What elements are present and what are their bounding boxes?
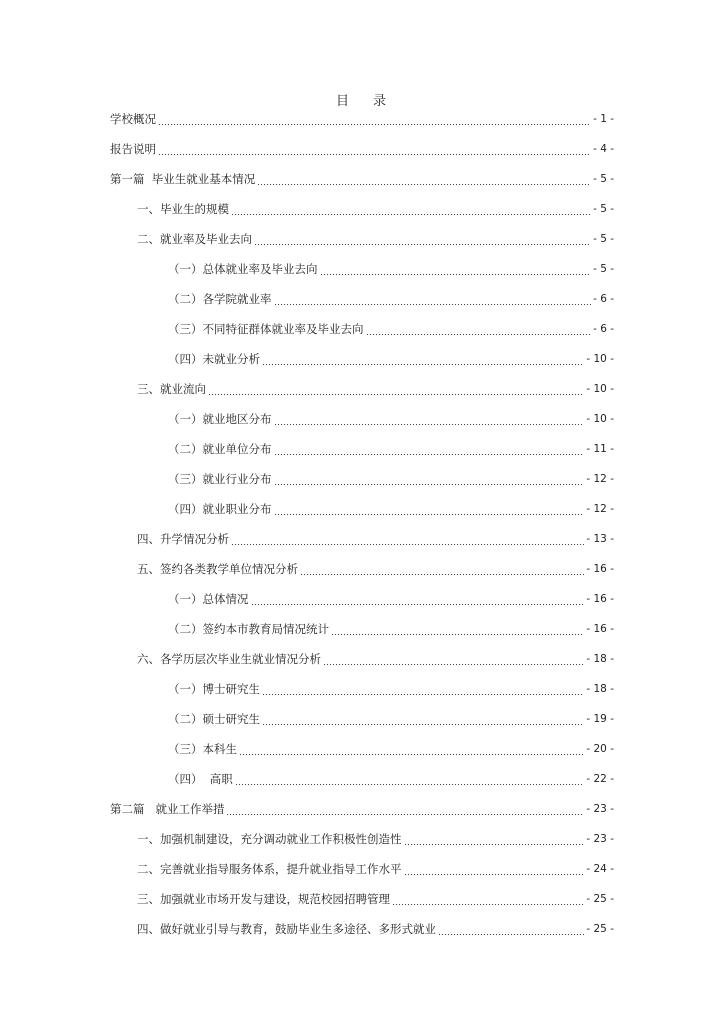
toc-entry[interactable] <box>168 618 614 636</box>
toc-entry[interactable] <box>168 708 614 726</box>
toc-entry-title: （二）就业单位分布 <box>168 442 272 456</box>
toc-dot-leader <box>392 894 584 906</box>
toc-entry-title: （三）不同特征群体就业率及毕业去向 <box>168 322 364 336</box>
toc-entry-page-number: - 23 - <box>586 833 614 845</box>
toc-dot-leader <box>274 474 585 486</box>
toc-dot-leader <box>274 504 585 516</box>
toc-entry[interactable] <box>137 528 614 546</box>
toc-dot-leader <box>366 324 592 336</box>
toc-entry-title: 五、签约各类教学单位情况分析 <box>137 562 298 576</box>
toc-dot-leader <box>320 264 592 276</box>
toc-entry[interactable] <box>168 468 614 486</box>
toc-dot-leader <box>158 114 591 126</box>
toc-entry-title: （三）本科生 <box>168 742 237 756</box>
toc-dot-leader <box>331 624 584 636</box>
toc-entry-title: 二、完善就业指导服务体系，提升就业指导工作水平 <box>137 862 402 876</box>
toc-entry-page-number: - 12 - <box>586 473 614 485</box>
toc-entry-page-number: - 23 - <box>586 803 614 815</box>
toc-entry-title: 四、升学情况分析 <box>137 532 229 546</box>
toc-entry[interactable] <box>110 108 614 126</box>
toc-entry-title: （一）总体就业率及毕业去向 <box>168 262 318 276</box>
toc-entry[interactable] <box>168 498 614 516</box>
title-left-char: 目 <box>335 94 351 109</box>
toc-entry[interactable] <box>137 828 614 846</box>
toc-entry-page-number: - 5 - <box>593 263 614 275</box>
toc-dot-leader <box>231 204 591 216</box>
toc-entry-page-number: - 25 - <box>586 893 614 905</box>
toc-entry-page-number: - 24 - <box>586 863 614 875</box>
toc-entry[interactable] <box>168 738 614 756</box>
toc-entry-page-number: - 1 - <box>593 113 614 125</box>
toc-entry-title: （三）就业行业分布 <box>168 472 272 486</box>
toc-entry[interactable] <box>137 228 614 246</box>
page-title <box>0 90 724 109</box>
toc-entry-page-number: - 22 - <box>586 773 614 785</box>
toc-dot-leader <box>274 294 592 306</box>
toc-dot-leader <box>239 744 584 756</box>
toc-entry-page-number: - 13 - <box>586 533 614 545</box>
toc-dot-leader <box>274 444 585 456</box>
toc-entry-title: 一、加强机制建设，充分调动就业工作积极性创造性 <box>137 832 402 846</box>
toc-entry-page-number: - 10 - <box>586 353 614 365</box>
toc-entry-page-number: - 10 - <box>586 413 614 425</box>
toc-entry-page-number: - 18 - <box>586 683 614 695</box>
toc-entry-title: （四）未就业分析 <box>168 352 260 366</box>
toc-entry-title: 第一篇 毕业生就业基本情况 <box>110 172 256 186</box>
toc-entry[interactable] <box>168 258 614 276</box>
toc-dot-leader <box>226 804 584 816</box>
toc-entry[interactable] <box>110 798 614 816</box>
toc-entry-title: （一）就业地区分布 <box>168 412 272 426</box>
title-right-char: 录 <box>373 94 389 109</box>
toc-entry-title: 四、做好就业引导与教育，鼓励毕业生多途径、多形式就业 <box>137 922 436 936</box>
toc-entry[interactable] <box>168 408 614 426</box>
toc-dot-leader <box>274 414 585 426</box>
toc-dot-leader <box>158 144 591 156</box>
toc-entry-title: 学校概况 <box>110 112 156 126</box>
toc-entry-page-number: - 5 - <box>593 173 614 185</box>
toc-entry-page-number: - 5 - <box>593 203 614 215</box>
toc-entry[interactable] <box>168 678 614 696</box>
toc-entry[interactable] <box>168 348 614 366</box>
toc-entry[interactable] <box>137 378 614 396</box>
toc-entry-page-number: - 19 - <box>586 713 614 725</box>
toc-entry-page-number: - 16 - <box>586 623 614 635</box>
toc-dot-leader <box>262 684 584 696</box>
toc-entry-page-number: - 5 - <box>593 233 614 245</box>
toc-entry-page-number: - 16 - <box>586 563 614 575</box>
toc-entry-title: 一、毕业生的规模 <box>137 202 229 216</box>
toc-entry-page-number: - 4 - <box>593 143 614 155</box>
toc-entry-title: 六、各学历层次毕业生就业情况分析 <box>137 652 321 666</box>
toc-entry-title: 第二篇 就业工作举措 <box>110 802 225 816</box>
toc-dot-leader <box>235 774 585 786</box>
toc-entry[interactable] <box>137 558 614 576</box>
toc-dot-leader <box>257 174 591 186</box>
toc-entry-page-number: - 16 - <box>586 593 614 605</box>
toc-entry[interactable] <box>168 588 614 606</box>
toc-dot-leader <box>404 834 585 846</box>
toc-entry-title: （一）总体情况 <box>168 592 249 606</box>
toc-entry[interactable] <box>137 888 614 906</box>
toc-entry[interactable] <box>168 438 614 456</box>
toc-dot-leader <box>438 924 584 936</box>
toc-entry[interactable] <box>168 768 614 786</box>
toc-entry[interactable] <box>168 318 614 336</box>
toc-entry[interactable] <box>168 288 614 306</box>
toc-entry-title: 报告说明 <box>110 142 156 156</box>
toc-entry-page-number: - 20 - <box>586 743 614 755</box>
toc-entry-title: （二）各学院就业率 <box>168 292 272 306</box>
toc-entry-page-number: - 18 - <box>586 653 614 665</box>
toc-dot-leader <box>262 354 584 366</box>
toc-dot-leader <box>262 714 584 726</box>
toc-entry-title: （二）硕士研究生 <box>168 712 260 726</box>
toc-dot-leader <box>254 234 591 246</box>
toc-dot-leader <box>251 594 585 606</box>
toc-dot-leader <box>323 654 584 666</box>
toc-entry-page-number: - 12 - <box>586 503 614 515</box>
toc-entry-title: （四） 高职 <box>168 772 233 786</box>
toc-entry[interactable] <box>137 858 614 876</box>
toc-entry[interactable] <box>110 138 614 156</box>
toc-entry-title: 二、就业率及毕业去向 <box>137 232 252 246</box>
toc-entry[interactable] <box>137 198 614 216</box>
toc-dot-leader <box>231 534 584 546</box>
toc-entry-page-number: - 6 - <box>593 323 614 335</box>
toc-entry-title: 三、就业流向 <box>137 382 206 396</box>
toc-entry[interactable] <box>110 168 614 186</box>
toc-entry[interactable] <box>137 648 614 666</box>
toc-entry-page-number: - 6 - <box>593 293 614 305</box>
toc-dot-leader <box>404 864 585 876</box>
toc-entry-title: 三、加强就业市场开发与建设，规范校园招聘管理 <box>137 892 390 906</box>
toc-entry-page-number: - 11 - <box>586 443 614 455</box>
toc-entry-title: （四）就业职业分布 <box>168 502 272 516</box>
toc-entry-title: （二）签约本市教育局情况统计 <box>168 622 329 636</box>
toc-dot-leader <box>208 384 584 396</box>
toc-entry-page-number: - 10 - <box>586 383 614 395</box>
toc-dot-leader <box>300 564 584 576</box>
toc-entry-page-number: - 25 - <box>586 923 614 935</box>
toc-entry[interactable] <box>137 918 614 936</box>
toc-entry-title: （一）博士研究生 <box>168 682 260 696</box>
